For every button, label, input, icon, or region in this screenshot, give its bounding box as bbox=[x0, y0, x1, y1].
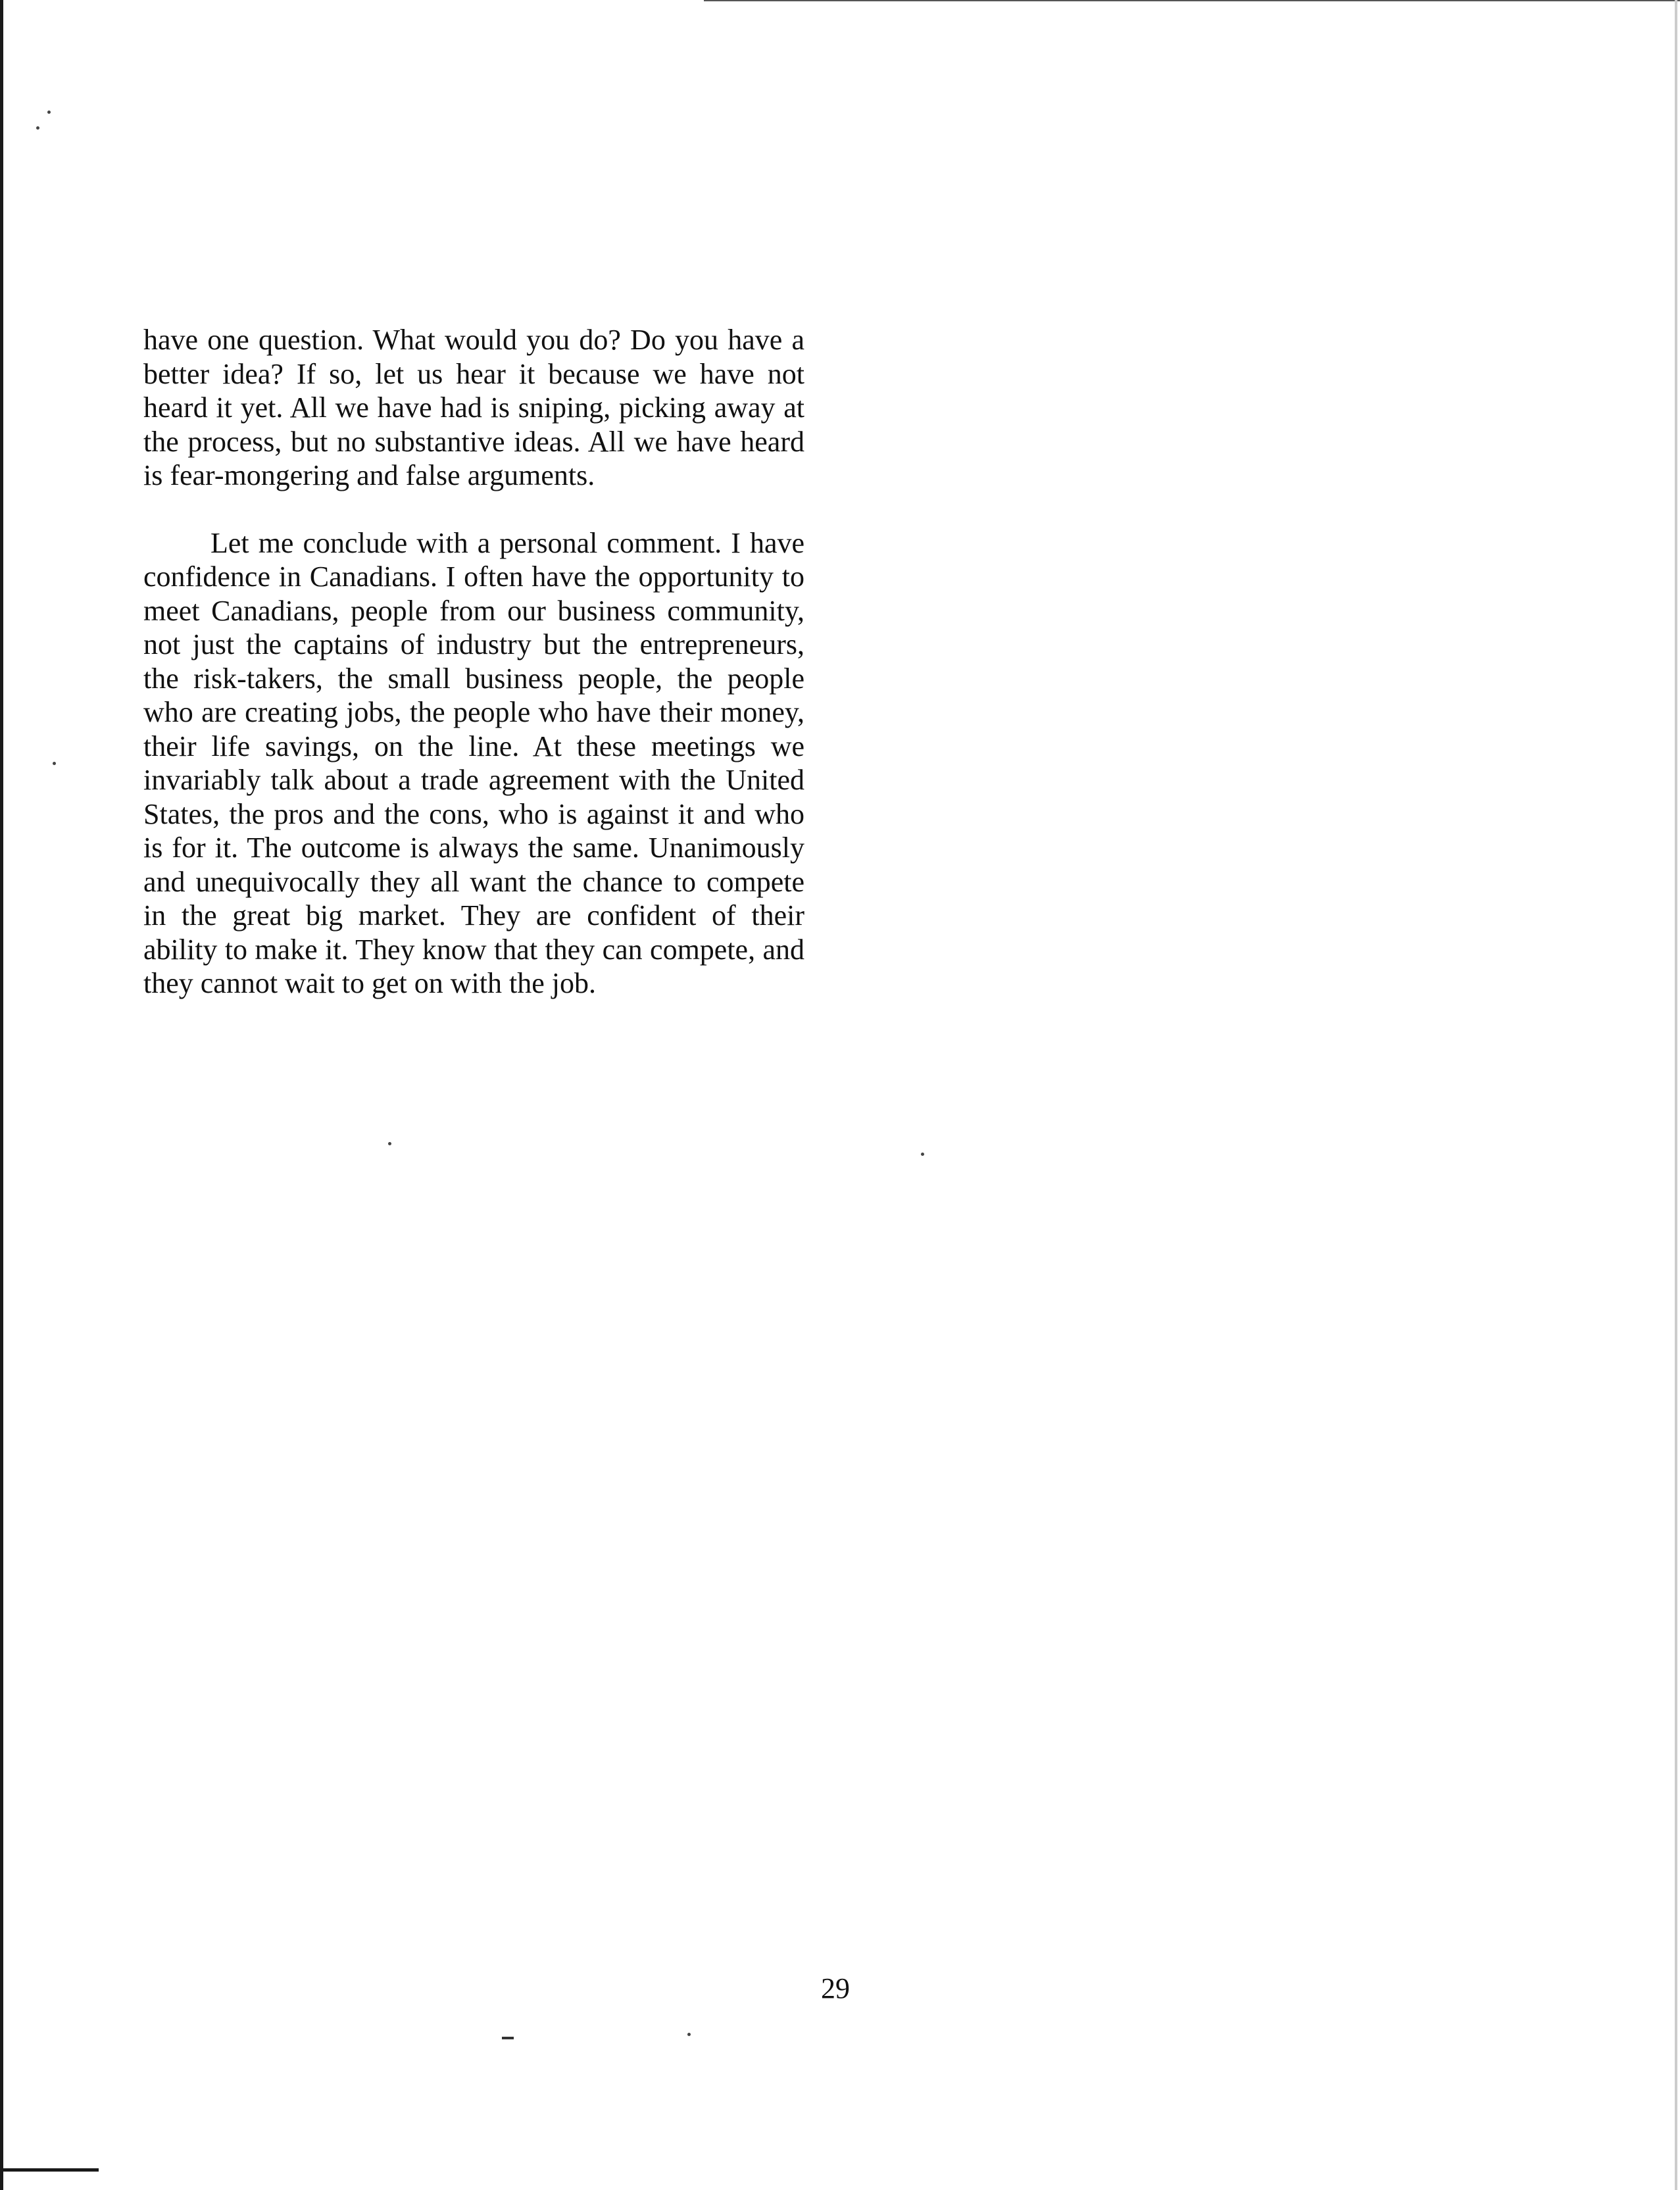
scan-edge-bottom bbox=[0, 2168, 99, 2172]
scan-speck bbox=[687, 2033, 691, 2036]
scan-edge-top bbox=[704, 0, 1680, 1]
scan-mark bbox=[502, 2037, 514, 2039]
paragraph-2: Let me conclude with a personal comment. I have confidence in Canadians. I often have the opportunity to meet Canadians, people from our business community, not just the captains of industry but the entrepreneurs, the risk-takers, the small business people, the people who are creating jobs, the people who have their money, their life savings, on the line. At these meetings we invariably talk about a trade agreement with the United States, the pros and the cons, who is against it and who is for it. The outcome is always the same. Unanimously and unequivocally they all want the chance to compete in the great big market. They are confident of their ability to make it. They know that they can compete, and they cannot wait to get on with the job. bbox=[143, 526, 804, 999]
page-number: 29 bbox=[821, 1972, 850, 2004]
scan-speck bbox=[921, 1153, 924, 1156]
paragraph-1: have one question. What would you do? Do you have a better idea? If so, let us hear it because we have not heard it yet. All we have had is sniping, picking away at the process, but no substantive ideas. All we have heard is fear-mongering and false arguments. bbox=[143, 324, 804, 491]
scan-edge-right bbox=[1675, 0, 1677, 2190]
body-text-column bbox=[143, 323, 804, 1001]
scan-edge-left bbox=[0, 0, 3, 2190]
scan-speck bbox=[53, 762, 56, 765]
scan-speck bbox=[36, 126, 39, 130]
scan-speck bbox=[388, 1142, 391, 1145]
scan-speck bbox=[47, 111, 51, 114]
